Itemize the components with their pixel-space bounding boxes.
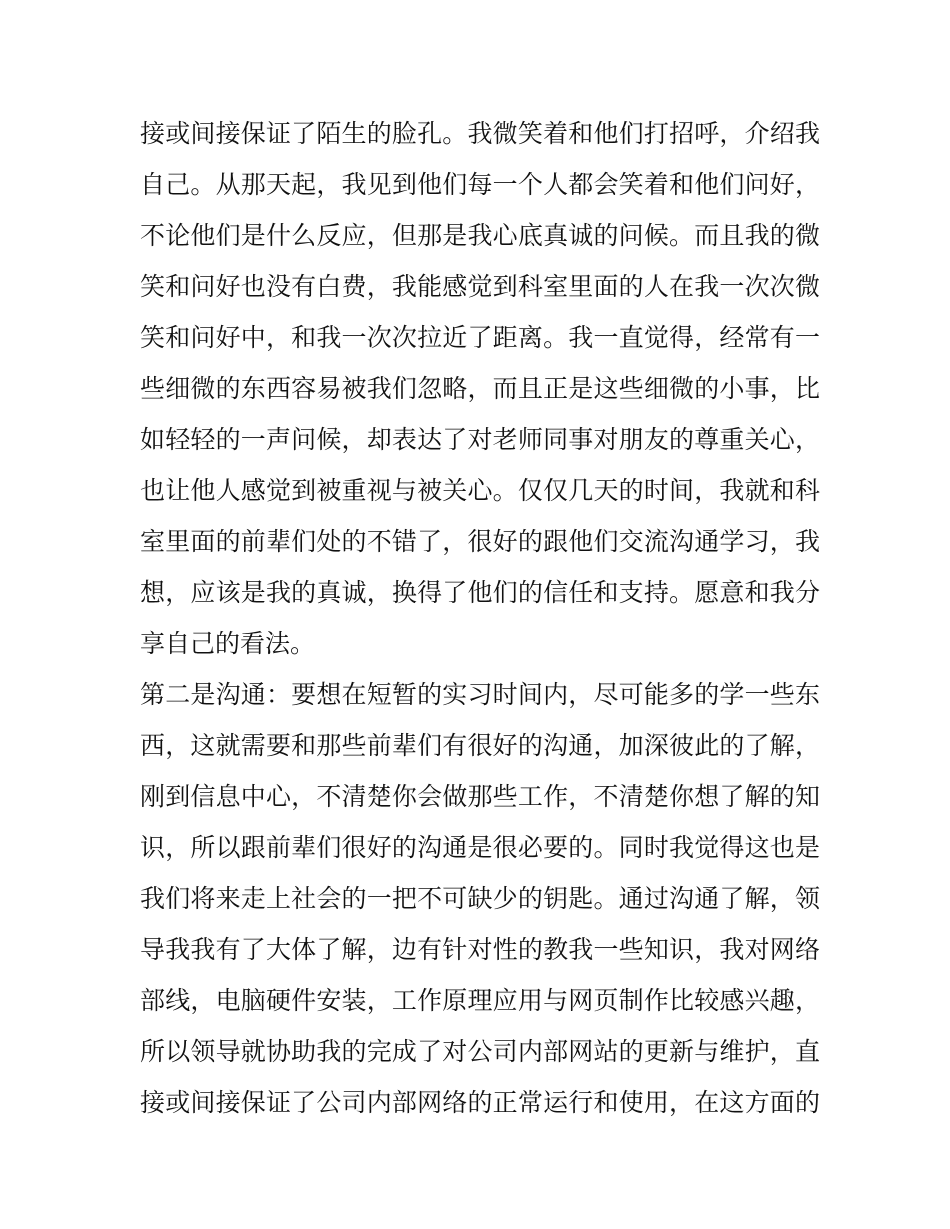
paragraph-1-line-3: 不论他们是什么反应，但那是我心底真诚的问候。而且我的微 — [140, 221, 820, 250]
paragraph-1-line-2: 自己。从那天起，我见到他们每一个人都会笑着和他们问好， — [140, 170, 820, 199]
paragraph-1-line-8: 也让他人感觉到被重视与被关心。仅仅几天的时间，我就和科 — [140, 476, 820, 505]
paragraph-1-line-4: 笑和问好也没有白费，我能感觉到科室里面的人在我一次次微 — [140, 272, 820, 301]
paragraph-2-line-7: 部线，电脑硬件安装，工作原理应用与网页制作比较感兴趣， — [140, 986, 820, 1015]
paragraph-1-line-9: 室里面的前辈们处的不错了，很好的跟他们交流沟通学习，我 — [140, 527, 820, 556]
paragraph-1-line-1: 接或间接保证了陌生的脸孔。我微笑着和他们打招呼，介绍我 — [140, 119, 820, 148]
paragraph-1-line-10: 想，应该是我的真诚，换得了他们的信任和支持。愿意和我分 — [140, 578, 820, 607]
paragraph-2-line-2: 西，这就需要和那些前辈们有很好的沟通，加深彼此的了解， — [140, 731, 820, 760]
paragraph-2-line-3: 刚到信息中心，不清楚你会做那些工作，不清楚你想了解的知 — [140, 782, 820, 811]
paragraph-1-line-6: 些细微的东西容易被我们忽略，而且正是这些细微的小事，比 — [140, 374, 820, 403]
paragraph-1-line-11: 享自己的看法。 — [140, 629, 316, 658]
paragraph-2-line-5: 我们将来走上社会的一把不可缺少的钥匙。通过沟通了解，领 — [140, 884, 820, 913]
paragraph-1-line-5: 笑和问好中，和我一次次拉近了距离。我一直觉得，经常有一 — [140, 323, 820, 352]
paragraph-2-line-6: 导我我有了大体了解，边有针对性的教我一些知识，我对网络 — [140, 935, 820, 964]
paragraph-2-line-8: 所以领导就协助我的完成了对公司内部网站的更新与维护，直 — [140, 1037, 820, 1066]
paragraph-2-line-1: 第二是沟通：要想在短暂的实习时间内，尽可能多的学一些东 — [140, 680, 820, 709]
paragraph-2-line-9: 接或间接保证了公司内部网络的正常运行和使用，在这方面的 — [140, 1088, 820, 1117]
paragraph-1-line-7: 如轻轻的一声问候，却表达了对老师同事对朋友的尊重关心， — [140, 425, 820, 454]
document-body — [140, 108, 820, 1128]
paragraph-2-line-4: 识，所以跟前辈们很好的沟通是很必要的。同时我觉得这也是 — [140, 833, 820, 862]
